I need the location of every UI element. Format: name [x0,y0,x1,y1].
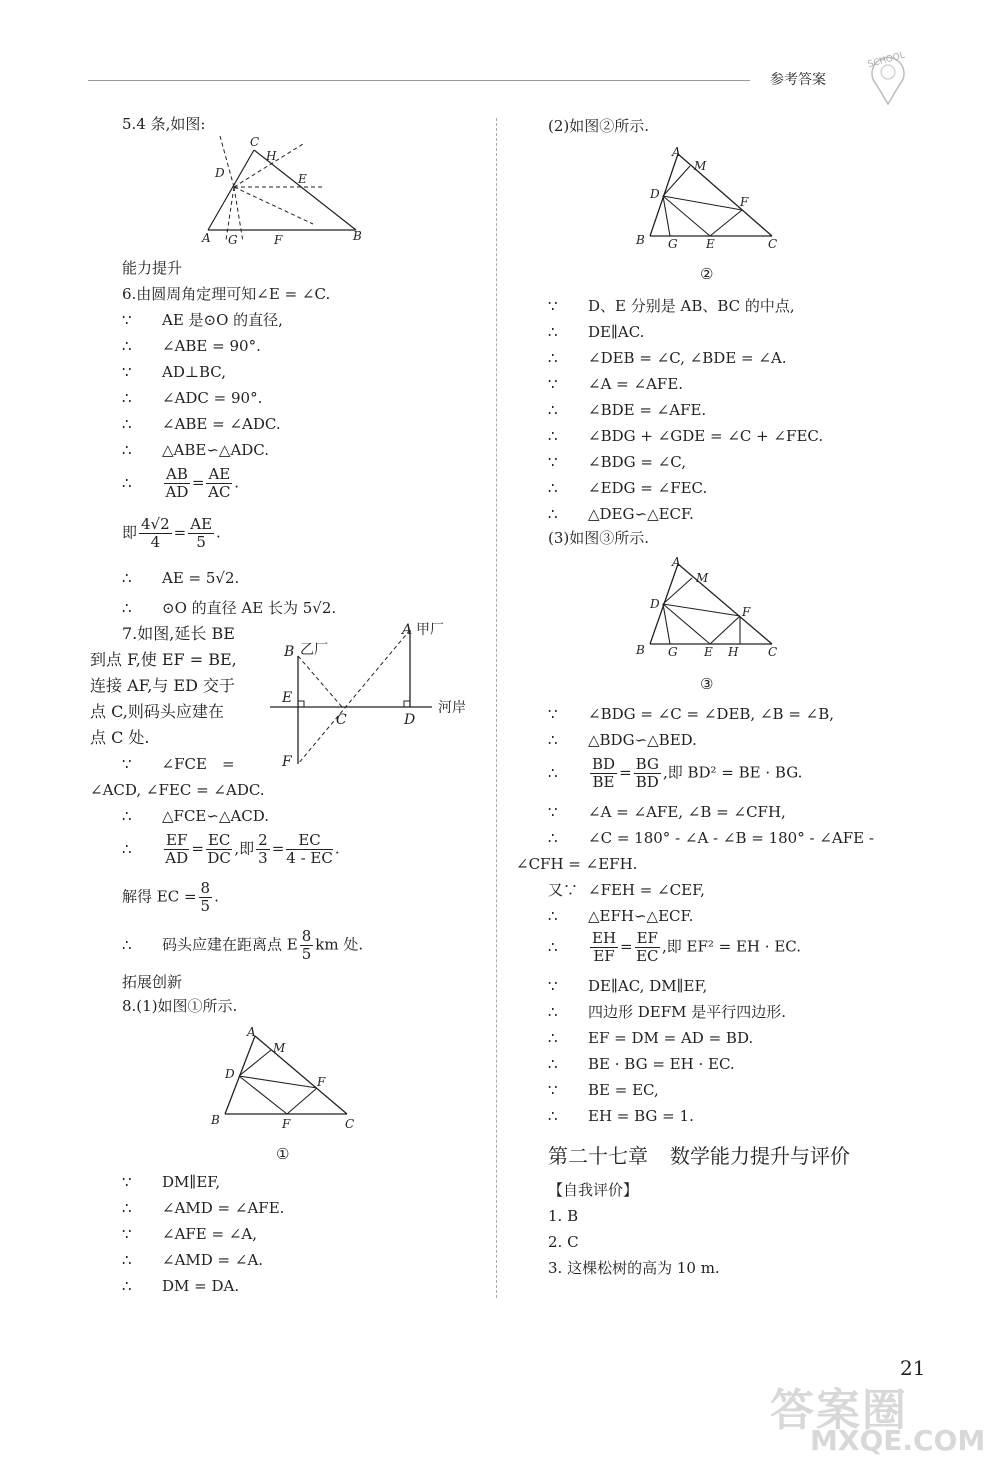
fig1-label-C: C [345,1117,355,1131]
q7-text-line: 7.如图,延长 BE [122,624,235,643]
watermark-bottom: MXQE.COM [810,1424,986,1457]
fig5-label-G: G [228,233,238,247]
q8-3-line: ∴ △BDG∽△BED. [548,731,697,749]
fig2-label-D: D [650,187,660,201]
q8-1-line: ∴ DM = DA. [122,1277,240,1295]
q8-2-line: ∴ ∠EDG = ∠FEC. [548,479,708,497]
fig2-label-E: E [706,237,715,251]
figure-2 [630,144,790,258]
fig7-label-riverbank: 河岸 [438,700,466,716]
figure-q7 [270,616,485,780]
fig2-caption: ② [700,265,714,283]
q6-line: ∵ AE 是⊙O 的直径, [122,311,283,329]
q5-text: 5.4 条,如图: [122,115,206,133]
fig5-label-A: A [202,231,211,245]
fig1-label-B: B [211,1113,220,1127]
figure-3 [630,556,790,670]
fig1-caption: ① [276,1145,290,1163]
answer-item: 1. B [548,1207,579,1225]
fig3-label-A: A [672,556,681,569]
q7-text-line: 连接 AF,与 ED 交于 [90,676,236,695]
fig7-label-D: D [404,712,416,728]
figure-q5 [198,132,378,251]
q6-line: ∴ △ABE∽△ADC. [122,441,270,459]
fig3-label-H: H [728,645,739,659]
q8-1-line: ∴ ∠AMD = ∠A. [122,1251,264,1269]
chapter-title: 数学能力提升与评价 [670,1144,850,1168]
fig7-label-A: A [402,622,413,638]
answer-item: 3. 这棵松树的高为 10 m. [548,1259,720,1277]
fig3-label-E: E [704,645,713,659]
q7-solve: 解得 EC = $\frac{8}{5}$ . [122,879,219,915]
q8-2-line: ∴ ∠BDE = ∠AFE. [548,401,707,419]
fig1-label-F: F [317,1075,326,1089]
fig2-label-B: B [636,233,645,247]
chapter-number: 第二十七章 [548,1144,648,1168]
fig2-label-G: G [668,237,678,251]
fig7-label-B: B [284,644,295,660]
q8-2-line: ∴ ∠BDG + ∠GDE = ∠C + ∠FEC. [548,427,824,445]
q6-conclusion: ∴ ⊙O 的直径 AE 长为 5√2. [122,599,337,617]
section-ability: 能力提升 [122,259,183,277]
q6-ji: 即 $\frac{4√2}{4}$ = $\frac{AE}{5}$ . [122,515,221,551]
q8-3-line: ∵ DE∥AC, DM∥EF, [548,977,708,995]
fig7-label-yichang: 乙厂 [300,642,328,658]
school-logo [858,46,918,106]
fig2-label-F: F [740,195,749,209]
q8-3-line: ∴ EF = DM = AD = BD. [548,1029,754,1047]
q6-line: ∵ AD⊥BC, [122,363,226,381]
q7-conclusion: ∴ 码头应建在距离点 E $\frac{8}{5}$ km 处. [122,927,364,963]
q8-2-line: ∴ ∠DEB = ∠C, ∠BDE = ∠A. [548,349,787,367]
q8-2-line: ∵ ∠A = ∠AFE. [548,375,684,393]
q8-3-line: ∴ BE · BG = EH · EC. [548,1055,735,1073]
q6-intro: 6.由圆周角定理可知∠E = ∠C. [122,285,331,303]
q8-3-text: (3)如图③所示. [548,529,650,547]
fig3-caption: ③ [700,675,714,693]
self-eval-heading: 【自我评价】 [548,1181,639,1199]
fig2-label-M: M [694,159,707,173]
q7-line1: ∵ ∠FCE = [122,755,235,773]
q7-text-line: 到点 F,使 EF = BE, [90,650,237,669]
fig1-label-A: A [247,1025,256,1039]
q7-sim: ∴ △FCE∽△ACD. [122,807,270,825]
q6-ae: ∴ AE = 5√2. [122,569,240,587]
figure-1 [205,1024,365,1138]
fig2-label-A: A [672,145,681,159]
fig7-label-F: F [282,754,292,770]
q8-1-text: 8.(1)如图①所示. [122,997,238,1015]
fig3-label-C: C [768,645,778,659]
q8-3-line: ∴ △EFH∽△ECF. [548,907,694,925]
q7-text-line: 点 C 处. [90,728,150,747]
answer-item: 2. C [548,1233,579,1251]
q8-3-line: ∵ BE = EC, [548,1081,659,1099]
fig3-label-D: D [650,597,660,611]
fig3-label-B: B [636,643,645,657]
watermark-top: 答案圈 [770,1385,908,1436]
q8-1-line: ∴ ∠AMD = ∠AFE. [122,1199,285,1217]
q8-2-line: ∴ DE∥AC. [548,323,645,341]
chapter-heading [548,1140,850,1169]
q8-3-line: ∵ ∠A = ∠AFE, ∠B = ∠CFH, [548,803,786,821]
q8-2-line: ∵ ∠BDG = ∠C, [548,453,686,471]
logo-text: SCHOOL [866,50,907,71]
fig2-label-C: C [768,237,778,251]
q8-3-line: ∴ 四边形 DEFM 是平行四边形. [548,1003,787,1021]
page-number: 21 [900,1356,926,1380]
fig5-label-D: D [215,166,225,180]
q8-1-line: ∵ DM∥EF, [122,1173,221,1191]
header-title: 参考答案 [770,72,826,88]
fig5-label-C: C [250,135,260,149]
q6-ratio: ∴ $\frac{AB}{AD}$ = $\frac{AE}{AC}$ . [122,465,240,501]
q8-3-line: ∴ ∠C = 180° - ∠A - ∠B = 180° - ∠AFE - [548,829,874,847]
column-divider [496,118,497,1298]
q8-2-line: ∵ D、E 分别是 AB、BC 的中点, [548,297,795,315]
section-expand: 拓展创新 [122,973,183,991]
fig5-label-E: E [298,172,307,186]
q7-line2: ∠ACD, ∠FEC = ∠ADC. [90,781,265,799]
fig1-label-F2: F [282,1117,291,1131]
fig1-label-D: D [225,1067,235,1081]
fig7-label-E: E [282,690,293,706]
q8-3-line: ∴ EH = BG = 1. [548,1107,694,1125]
fig5-label-F: F [274,233,283,247]
q8-3-ratio2: ∴ $\frac{EH}{EF}$ = $\frac{EF}{EC}$ ,即 EF² = EH · EC. [548,929,801,965]
fig7-label-C: C [336,712,347,728]
fig1-label-M: M [273,1041,286,1055]
q8-3-line: ∵ ∠BDG = ∠C = ∠DEB, ∠B = ∠B, [548,705,835,723]
fig5-label-H: H [266,149,277,163]
fig3-label-F: F [742,605,751,619]
q6-line: ∴ ∠ABE = 90°. [122,337,261,355]
q8-1-line: ∵ ∠AFE = ∠A, [122,1225,258,1243]
header-rule [88,80,750,81]
q6-line: ∴ ∠ABE = ∠ADC. [122,415,281,433]
fig3-label-G: G [668,645,678,659]
q8-3-line: 又∵ ∠FEH = ∠CEF, [548,881,705,899]
q8-3-line-cont: ∠CFH = ∠EFH. [516,855,638,873]
q7-ratio: ∴ $\frac{EF}{AD}$ = $\frac{EC}{DC}$ ,即 $\frac{2}{3}$ = $\frac{EC}{4 - EC}$ . [122,831,340,867]
q8-3-ratio1: ∴ $\frac{BD}{BE}$ = $\frac{BG}{BD}$ ,即 BD² = BE · BG. [548,755,803,791]
q6-line: ∴ ∠ADC = 90°. [122,389,263,407]
fig3-label-M: M [696,571,709,585]
fig7-label-jiachang: 甲厂 [416,622,444,638]
q8-2-line: ∴ △DEG∽△ECF. [548,505,694,523]
q8-2-text: (2)如图②所示. [548,117,650,135]
q7-text-line: 点 C,则码头应建在 [90,702,224,721]
fig5-label-B: B [353,229,362,243]
